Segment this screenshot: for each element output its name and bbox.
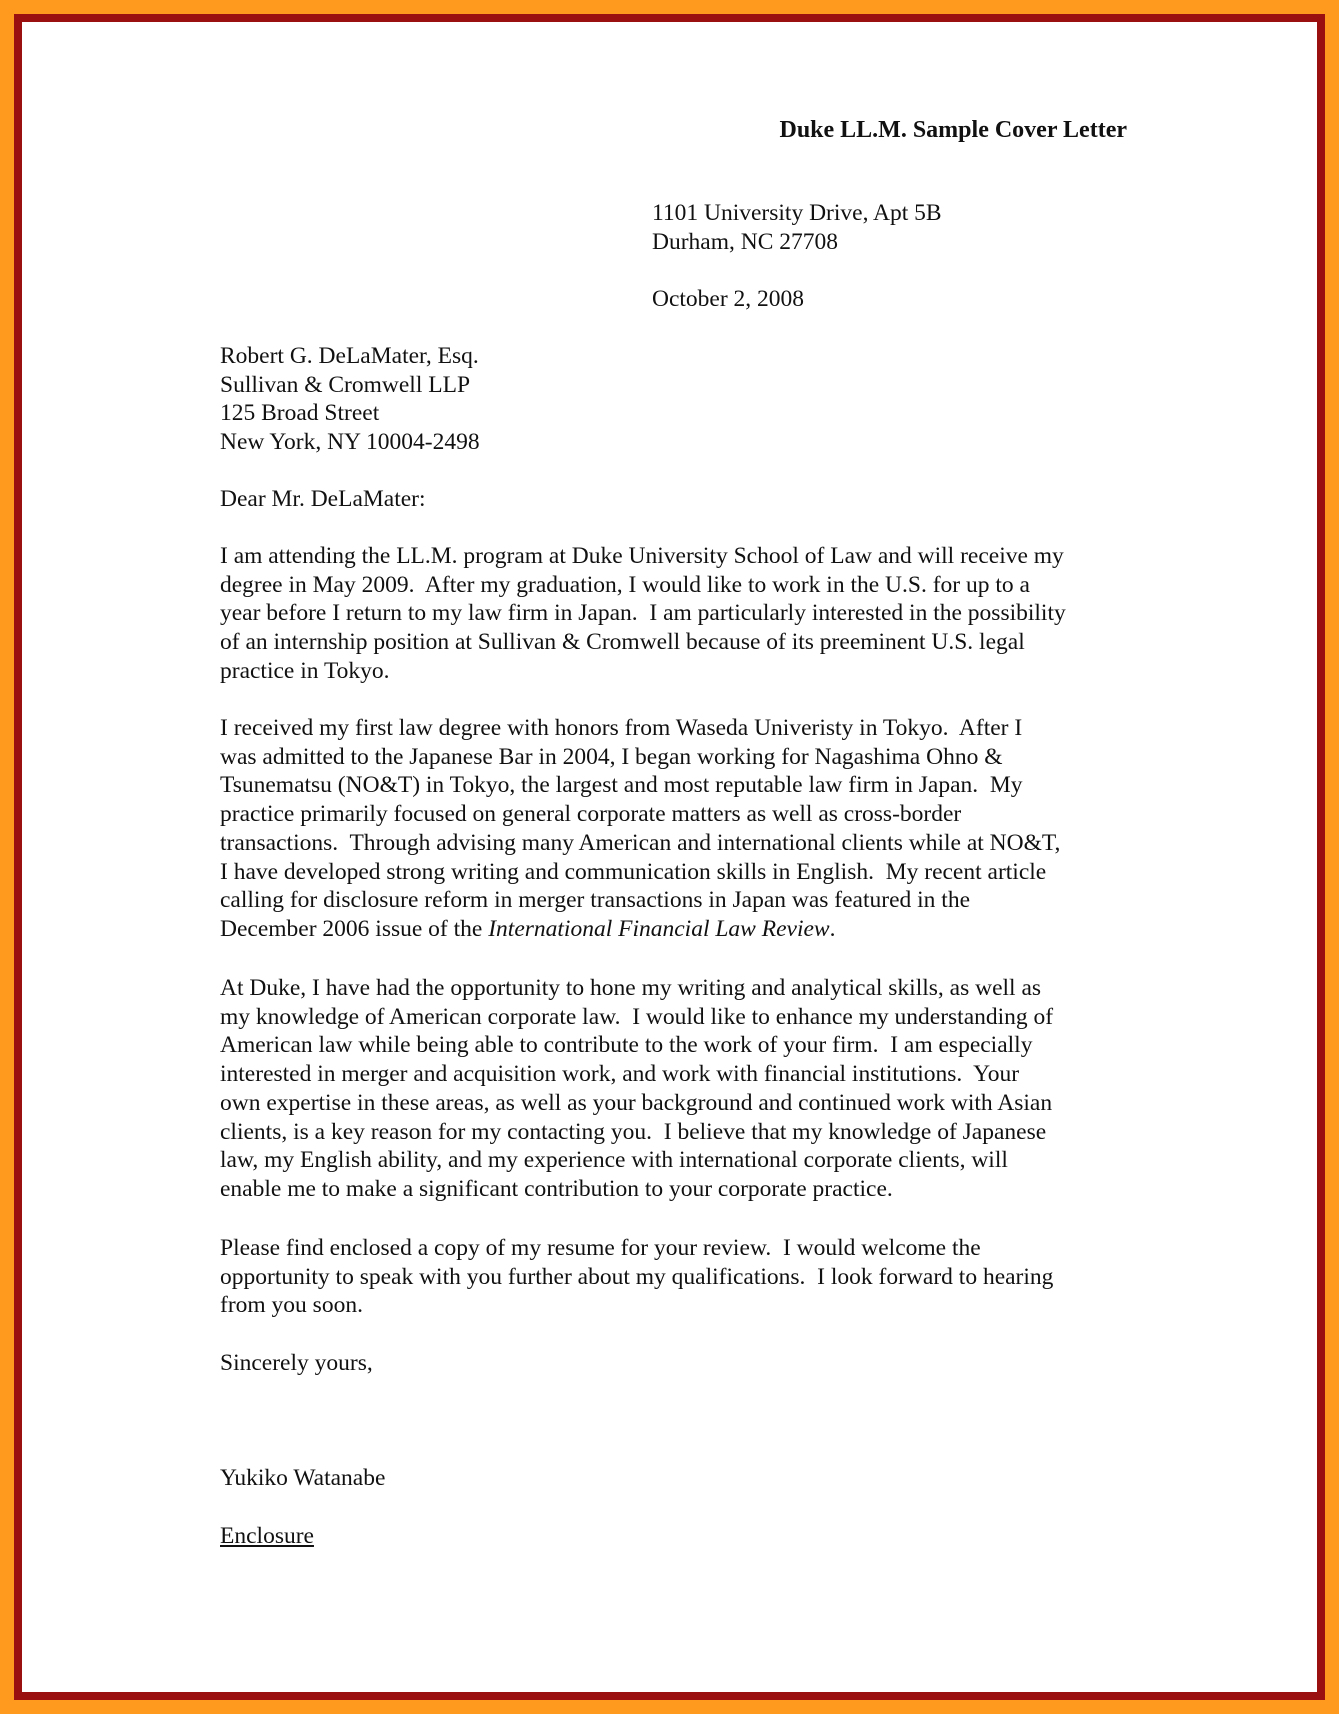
paragraph-line: transactions. Through advising many American and international clients while at NO&T,: [220, 829, 1061, 856]
enclosure-label: Enclosure: [220, 1523, 314, 1549]
paragraph-line: law, my English ability, and my experience with international corporate clients, will: [220, 1147, 1008, 1174]
body-paragraph-2: [220, 714, 1140, 944]
sender-address-line: Durham, NC 27708: [652, 228, 839, 255]
signature-name: Yukiko Watanabe: [220, 1465, 386, 1491]
paragraph-line: interested in merger and acquisition work, and work with financial institutions. Your: [220, 1061, 1020, 1088]
body-paragraph-1: [220, 542, 1140, 686]
paragraph-line: from you soon.: [220, 1292, 363, 1319]
recipient-address: [220, 342, 480, 457]
recipient-line: Sullivan & Cromwell LLP: [220, 371, 471, 398]
paragraph-line: was admitted to the Japanese Bar in 2004, I began working for Nagashima Ohno &: [220, 743, 1003, 770]
paragraph-line: year before I return to my law firm in Japan. I am particularly interested in the possibility: [220, 600, 1066, 627]
paragraph-line: clients, is a key reason for my contacting you. I believe that my knowledge of Japanese: [220, 1118, 1047, 1145]
document-title: Duke LL.M. Sample Cover Letter: [779, 117, 1127, 143]
page-frame: [14, 14, 1325, 1700]
paragraph-text: December 2006 issue of the: [220, 915, 489, 942]
paragraph-line: American law while being able to contribute to the work of your firm. I am especially: [220, 1032, 1033, 1059]
sender-address: [652, 199, 942, 256]
paragraph-line: calling for disclosure reform in merger transactions in Japan was featured in the: [220, 887, 971, 914]
recipient-line: New York, NY 10004-2498: [220, 429, 480, 456]
paragraph-line: At Duke, I have had the opportunity to hone my writing and analytical skills, as well as: [220, 975, 1042, 1001]
paragraph-line: Tsunematsu (NO&T) in Tokyo, the largest and most reputable law firm in Japan. My: [220, 772, 1023, 799]
paragraph-line: I am attending the LL.M. program at Duke University School of Law and will receive my: [220, 543, 1064, 569]
salutation: Dear Mr. DeLaMater:: [220, 486, 426, 512]
body-paragraph-4: [220, 1234, 1140, 1320]
paragraph-line: opportunity to speak with you further about my qualifications. I look forward to hearing: [220, 1263, 1054, 1290]
sender-address-line: 1101 University Drive, Apt 5B: [652, 200, 942, 226]
paragraph-line: practice primarily focused on general corporate matters as well as cross-border: [220, 801, 962, 828]
paragraph-line: practice in Tokyo.: [220, 657, 390, 684]
letter-page: [22, 22, 1317, 1692]
paragraph-line: my knowledge of American corporate law. I would like to enhance my understanding of: [220, 1003, 1054, 1030]
paragraph-line: of an internship position at Sullivan & Cromwell because of its preeminent U.S. legal: [220, 629, 1025, 656]
publication-title: International Financial Law Review: [488, 915, 830, 942]
paragraph-line: I have developed strong writing and communication skills in English. My recent article: [220, 858, 1047, 885]
recipient-line: 125 Broad Street: [220, 400, 380, 427]
paragraph-line: own expertise in these areas, as well as your background and continued work with Asian: [220, 1089, 1053, 1116]
paragraph-line: [220, 915, 1140, 944]
letter-date: October 2, 2008: [652, 286, 805, 312]
closing: Sincerely yours,: [220, 1350, 373, 1376]
paragraph-line: I received my first law degree with honors from Waseda Univeristy in Tokyo. After I: [220, 715, 1023, 741]
paragraph-line: enable me to make a significant contribution to your corporate practice.: [220, 1175, 893, 1202]
paragraph-text: .: [829, 915, 836, 942]
paragraph-line: degree in May 2009. After my graduation, I would like to work in the U.S. for up to a: [220, 571, 1030, 598]
body-paragraph-3: [220, 974, 1140, 1204]
paragraph-line: Please find enclosed a copy of my resume for your review. I would welcome the: [220, 1235, 981, 1261]
recipient-line: Robert G. DeLaMater, Esq.: [220, 343, 479, 369]
